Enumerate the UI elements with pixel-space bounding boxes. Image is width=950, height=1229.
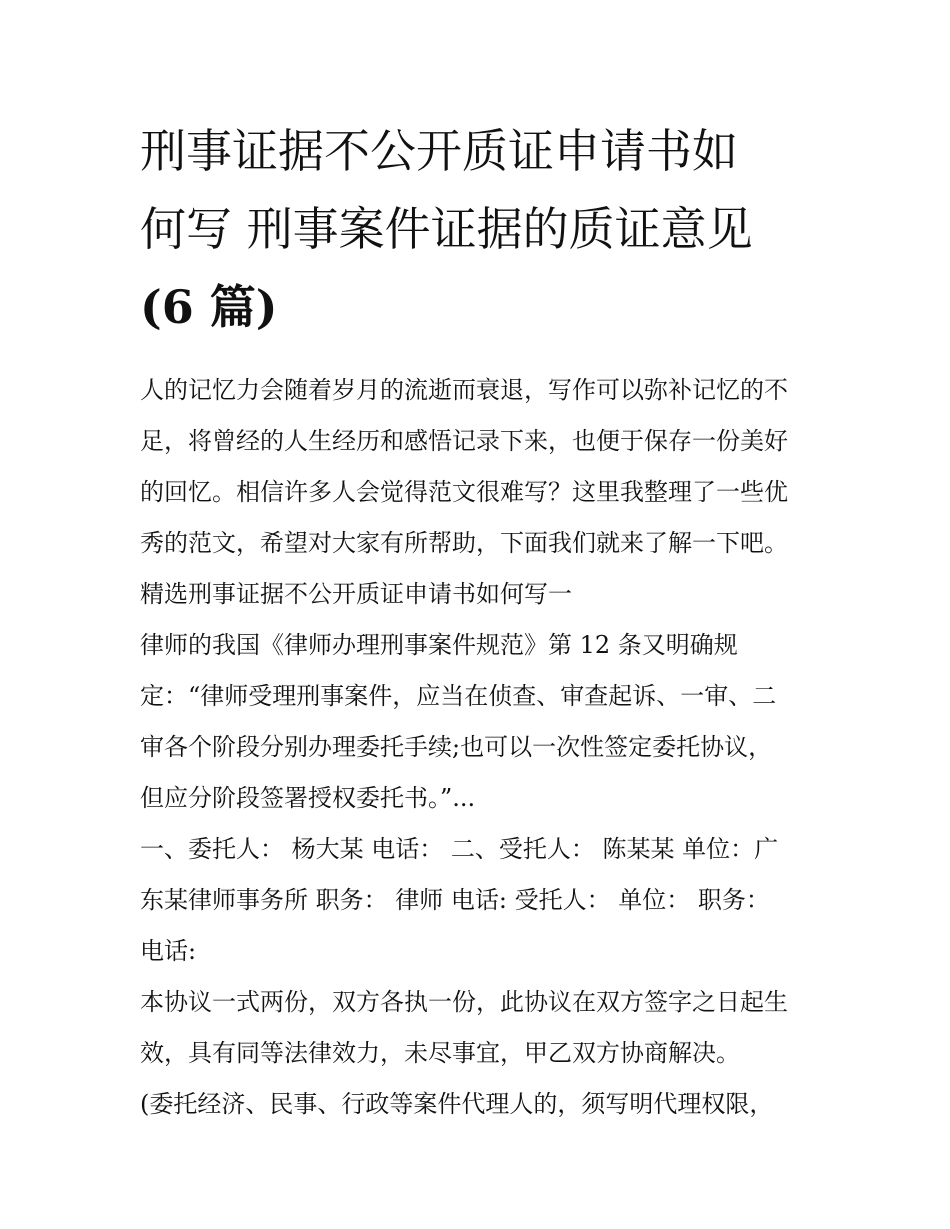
- body-line: 人的记忆力会随着岁月的流逝而衰退，写作可以弥补记忆的不: [140, 376, 788, 404]
- body-line: 审各个阶段分别办理委托手续;也可以一次性签定委托协议，: [140, 733, 773, 761]
- title-line-2: 何写 刑事案件证据的质证意见: [140, 202, 753, 256]
- body-line: 东某律师事务所 职务： 律师 电话: 受托人： 单位： 职务：: [140, 886, 770, 914]
- body-line: 的回忆。相信许多人会觉得范文很难写？这里我整理了一些优: [140, 478, 788, 506]
- body-line: 足，将曾经的人生经历和感悟记录下来，也便于保存一份美好: [140, 427, 788, 455]
- body-line: 一、委托人： 杨大某 电话： 二、受托人： 陈某某 单位：广: [140, 835, 779, 863]
- body-line: 定：“律师受理刑事案件，应当在侦查、审查起诉、一审、二: [140, 682, 777, 710]
- section-heading: 精选刑事证据不公开质证申请书如何写一: [140, 580, 572, 608]
- body-line: (委托经济、民事、行政等案件代理人的，须写明代理权限，: [140, 1090, 774, 1118]
- body-line: 但应分阶段签署授权委托书。”...: [140, 784, 476, 812]
- document-title: [140, 112, 820, 346]
- body-line: 律师的我国《律师办理刑事案件规范》第 12 条又明确规: [140, 631, 738, 659]
- document-page: [140, 112, 820, 1130]
- body-line: 电话:: [140, 937, 197, 965]
- document-body: [140, 365, 820, 1130]
- title-line-1: 刑事证据不公开质证申请书如: [140, 124, 738, 178]
- body-line: 效，具有同等法律效力，未尽事宜，甲乙双方协商解决。: [140, 1039, 740, 1067]
- title-line-3: (6 篇): [140, 280, 278, 334]
- body-line: 本协议一式两份，双方各执一份，此协议在双方签字之日起生: [140, 988, 788, 1016]
- body-line: 秀的范文，希望对大家有所帮助，下面我们就来了解一下吧。: [140, 529, 788, 557]
